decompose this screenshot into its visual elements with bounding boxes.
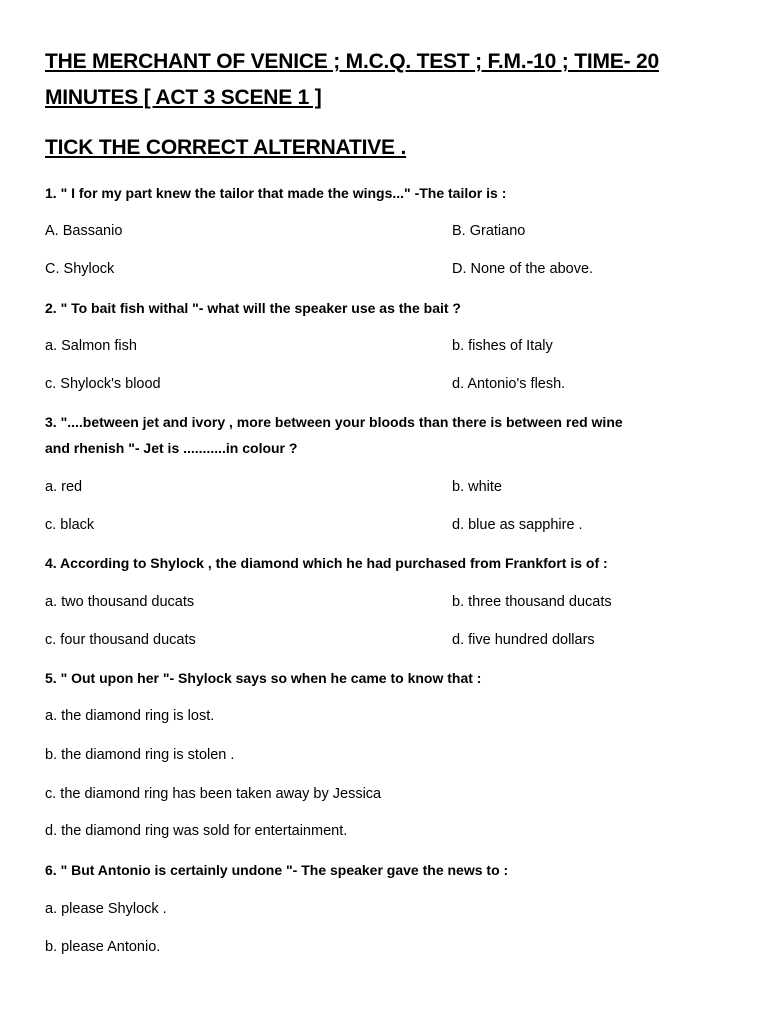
q1-option-c: C. Shylock <box>45 261 115 277</box>
question-6: 6. " But Antonio is certainly undone "- The speaker gave the news to : <box>45 862 509 878</box>
question-3-line-1: 3. "....between jet and ivory , more between your bloods than there is between red wine <box>45 414 623 430</box>
q3-option-c: c. black <box>45 517 95 533</box>
question-1: 1. " I for my part knew the tailor that made the wings..." -The tailor is : <box>45 185 507 201</box>
q5-option-a: a. the diamond ring is lost. <box>45 708 215 724</box>
question-3-line-2: and rhenish "- Jet is ...........in colour ? <box>45 440 298 456</box>
question-4: 4. According to Shylock , the diamond which he had purchased from Frankfort is of : <box>45 555 608 571</box>
instruction-heading: TICK THE CORRECT ALTERNATIVE . <box>45 136 407 159</box>
q4-option-c: c. four thousand ducats <box>45 632 196 648</box>
q6-option-a: a. please Shylock . <box>45 901 167 917</box>
q2-option-c: c. Shylock's blood <box>45 376 161 392</box>
test-title-line-2: MINUTES [ ACT 3 SCENE 1 ] <box>45 86 322 109</box>
test-title-line-1: THE MERCHANT OF VENICE ; M.C.Q. TEST ; F.M.-10 ; TIME- 20 <box>45 50 659 73</box>
question-2: 2. " To bait fish withal "- what will the speaker use as the bait ? <box>45 300 461 316</box>
q1-option-d: D. None of the above. <box>452 261 594 277</box>
q5-option-b: b. the diamond ring is stolen . <box>45 747 235 763</box>
q3-option-d: d. blue as sapphire . <box>452 517 583 533</box>
q4-option-a: a. two thousand ducats <box>45 594 195 610</box>
q5-option-c: c. the diamond ring has been taken away by Jessica <box>45 786 382 802</box>
q4-option-d: d. five hundred dollars <box>452 632 595 648</box>
q2-option-b: b. fishes of Italy <box>452 338 553 354</box>
question-5: 5. " Out upon her "- Shylock says so when he came to know that : <box>45 670 482 686</box>
q1-option-b: B. Gratiano <box>452 223 526 239</box>
q2-option-d: d. Antonio's flesh. <box>452 376 566 392</box>
q6-option-b: b. please Antonio. <box>45 939 161 955</box>
q3-option-a: a. red <box>45 479 83 495</box>
q4-option-b: b. three thousand ducats <box>452 594 612 610</box>
q5-option-d: d. the diamond ring was sold for entertainment. <box>45 823 348 839</box>
q1-option-a: A. Bassanio <box>45 223 123 239</box>
q3-option-b: b. white <box>452 479 502 495</box>
q2-option-a: a. Salmon fish <box>45 338 137 354</box>
